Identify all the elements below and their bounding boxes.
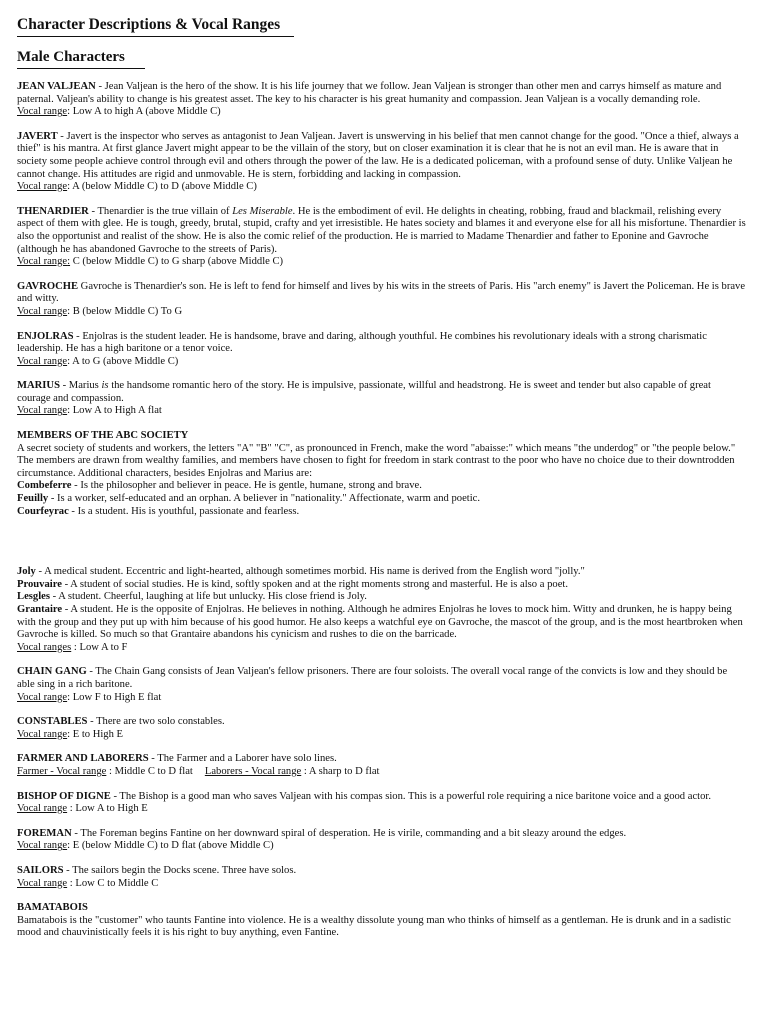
member-name: Combeferre [17,480,72,492]
character-description: - Enjolras is the student leader. He is handsome, brave and daring, although youthful. He combines his revolutionary ideals with a strong charismatic leadership. He has a high baritone or a tenor voice. [17,330,707,355]
character-description: - Javert is the inspector who serves as antagonist to Jean Valjean. Javert is unswerving in his belief that men cannot change for the good. "Once a thief, always a thief" is his mantra. At first glance Javert might appear to be the villain of the story, but on closer examination it is clear that he is not an evil man. He is aware that in society some people achieve control through evil and others through the power of the law. He is a dedicated policeman, with a profound sense of duty. Unlike Valjean he cannot change. His attitudes are rigid and unmovable. He is stern, forbidding and lacking in compassion. [17,130,739,180]
vocal-range-label: Vocal range [17,840,68,852]
entry-valjean [17,81,747,119]
character-name: MARIUS [17,380,60,392]
member-name: Feuilly [17,493,49,505]
character-name: FARMER AND LABORERS [17,753,149,765]
member-row [17,493,747,506]
character-name: FOREMAN [17,827,72,839]
character-name: CONSTABLES [17,716,88,728]
character-description-cont: . He is the embodiment of evil. He delights in cheating, robbing, fraud and blackmail, relishing every aspect of them with glee. He is tough, greedy, brutal, stupid, crafty and yet irresistible. He hates society and blames it and everyone else for all his misfortune. Thenardier is also the opportunist and realist of the show. He is also the comic relief of the production. He is married to Madame Thenardier and father to Eponine and Gavroche (although he has abandoned Gavroche to the streets of Paris). [17,205,746,255]
group-name: MEMBERS OF THE ABC SOCIETY [17,430,189,442]
character-description: - The Bishop is a good man who saves Valjean with his compas sion. This is a powerful role requiring a nice baritone voice and a good actor. [110,790,711,802]
entry-chain-gang [17,666,747,704]
member-name: Lesgles [17,591,50,603]
vocal-range-value: : Low A to high A (above Middle C) [67,106,221,118]
member-name: Joly [17,566,36,578]
group-description: A secret society of students and workers, the letters "A" "B" "C", as pronounced in French, make the word "abaisse:" which means "the underdog" or "the people below." The members are drawn from wealthy families, and members have chosen to fight for freedom in stark contrast to the poor who have no choice due to their downtrodden circumstance. Additional characters, besides Enjolras and Marius are: [17,442,736,479]
entry-constables [17,716,747,741]
vocal-range-value: : Low A to High A flat [67,405,162,417]
entry-gavroche [17,281,747,319]
vocal-range-value: : Low A to F [71,641,128,653]
character-description: - The Farmer and a Laborer have solo lines. [148,753,337,765]
character-description: - Jean Valjean is the hero of the show. It is his life journey that we follow. Jean Valjean is stronger than other men and carrys himself as mature and paternal. Valjean's ability to change is his greatest asset. The key to his character is his great humanity and compassion. Jean Valjean is a vocally demanding role. [17,81,722,105]
vocal-range-value: : Low A to High E [67,803,148,815]
entry-javert [17,131,747,194]
entry-farmer-laborers [17,753,747,778]
vocal-range-label: Vocal range [17,877,68,889]
farmer-range-value: : Middle C to D flat [106,765,193,777]
vocal-range-label: Vocal range: [17,256,71,268]
italic-is: is [101,380,109,392]
vocal-range-value: : E (below Middle C) to D flat (above Middle C) [67,840,274,852]
character-name: JEAN VALJEAN [17,81,96,92]
member-description: - A student. He is the opposite of Enjolras. He believes in nothing. Although he admires Enjolras he loves to mock him. Witty and drunken, he is happy being with the group and they put up with him because of his good humor. He also keeps a watchful eye on Gavroche, the mascot of the group, and is the most heartbroken when Gavroche is killed. So much so that Grantaire abandons his cynicism and rushes to die on the barricade. [17,604,743,641]
entry-marius [17,380,747,418]
character-name: JAVERT [17,130,58,142]
character-description: - There are two solo constables. [87,716,225,728]
vocal-range-label: Vocal range [17,181,68,193]
character-name: BAMATABOIS [17,902,88,914]
member-row [17,480,747,493]
member-row [17,604,747,642]
entry-abc-society [17,430,747,518]
laborers-range-label: Laborers - Vocal range [204,765,302,777]
member-description: - Is a worker, self-educated and an orphan. A believer in "nationality." Affectionate, warm and poetic. [48,493,481,505]
character-description: Gavroche is Thenardier's son. He is left to fend for himself and lives by his wits in the streets of Paris. His "arch enemy" is Javert the Policeman. He is brave and witty. [17,280,746,305]
member-description: - A medical student. Eccentric and light-hearted, although sometimes morbid. His name is derived from the English word "jolly." [35,566,585,578]
character-name: THENARDIER [17,205,89,217]
character-name: BISHOP OF DIGNE [17,790,111,802]
document-page [17,14,747,952]
entry-bamatabois [17,902,747,940]
character-name: ENJOLRAS [17,330,74,342]
character-description: - The Chain Gang consists of Jean Valjean's fellow prisoners. There are four soloists. The overall vocal range of the convicts is low and they should be able sing in a rich baritone. [17,666,728,690]
show-title-reference: Les Miserable [232,205,293,217]
character-name: SAILORS [17,864,64,876]
character-name: CHAIN GANG [17,666,87,678]
vocal-range-label: Vocal ranges [17,641,72,653]
vocal-range-label: Vocal range [17,305,68,317]
character-description: - The sailors begin the Docks scene. Three have solos. [63,864,297,876]
vocal-range-value: : Low C to Middle C [67,877,159,889]
farmer-range-label: Farmer - Vocal range [17,765,107,777]
vocal-range-label: Vocal range [17,691,68,703]
member-name: Prouvaire [17,578,62,590]
vocal-range-label: Vocal range [17,106,68,118]
character-description-cont: the handsome romantic hero of the story. He is impulsive, passionate, willful and headstrong. He is sweet and tender but also capable of great courage and compassion. [17,380,711,404]
vocal-range-label: Vocal range [17,728,68,740]
vocal-range-label: Vocal range [17,355,68,367]
entry-bishop [17,791,747,816]
vocal-range-value: : A to G (above Middle C) [67,355,179,367]
member-name: Courfeyrac [17,505,69,517]
entry-foreman [17,828,747,853]
member-description: - Is a student. His is youthful, passionate and fearless. [68,505,300,517]
vocal-range-label: Vocal range [17,803,68,815]
member-row [17,506,747,519]
vocal-range-label: Vocal range [17,405,68,417]
entry-abc-society-cont [17,566,747,654]
member-description: - A student of social studies. He is kind, softly spoken and at the right moments strong and masterful. He is also a poet. [61,578,568,590]
vocal-range-value: : Low F to High E flat [67,691,162,703]
member-description: - A student. Cheerful, laughing at life but unlucky. His close friend is Joly. [49,591,367,603]
member-row [17,566,747,579]
vocal-range-value: : E to High E [67,728,124,740]
character-description: - The Foreman begins Fantine on her downward spiral of desperation. He is virile, commanding and a bit sleazy around the edges. [71,827,627,839]
entry-sailors [17,865,747,890]
member-name: Grantaire [17,604,63,615]
section-title-male: Male Characters [17,46,145,69]
vocal-range-value: : A (below Middle C) to D (above Middle C) [67,181,257,193]
entry-enjolras [17,331,747,369]
member-description: - Is the philosopher and believer in peace. He is gentle, humane, strong and brave. [71,480,422,492]
entry-thenardier [17,206,747,269]
character-name: GAVROCHE [17,280,79,292]
member-row [17,591,747,604]
character-description: Bamatabois is the "customer" who taunts Fantine into violence. He is a wealthy dissolute young man who thinks of himself as a gentleman. He is drunk and in a sadistic mood and chauvinistically feels it is his right to buy anything, even Fantine. [17,914,731,939]
spacer [17,530,747,566]
character-description: - Marius [59,380,102,392]
laborers-range-value: : A sharp to D flat [301,765,380,777]
member-row [17,579,747,592]
vocal-range-value: C (below Middle C) to G sharp (above Middle C) [70,256,284,268]
vocal-range-value: : B (below Middle C) To G [67,305,183,317]
document-title: Character Descriptions & Vocal Ranges [17,14,294,37]
character-description: - Thenardier is the true villain of [88,205,233,217]
